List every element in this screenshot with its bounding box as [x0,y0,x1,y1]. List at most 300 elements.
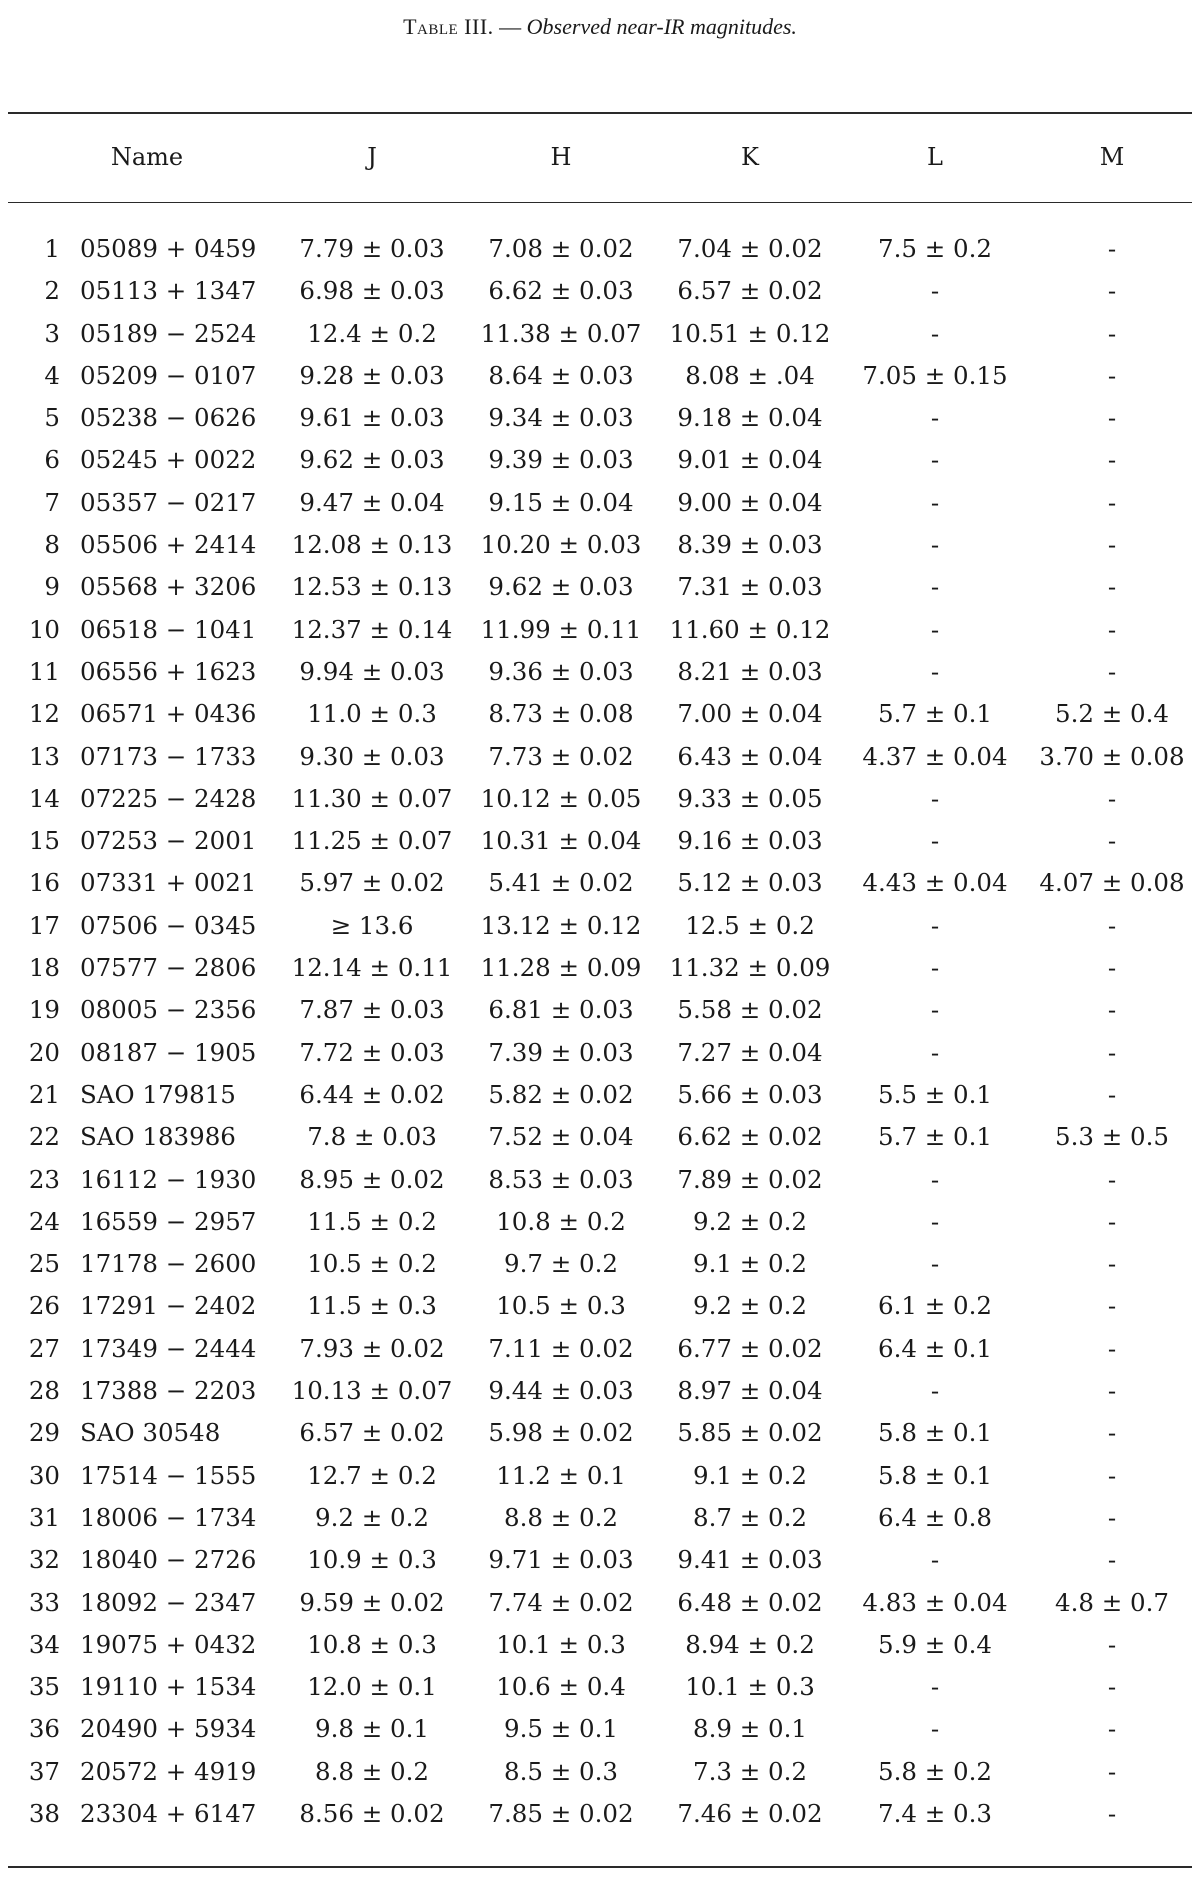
cell-l: - [930,1037,940,1067]
row-number: 16 [28,868,60,898]
cell-k: 5.66 ± 0.03 [677,1079,823,1109]
cell-k: 7.27 ± 0.04 [677,1037,823,1067]
cell-l: - [930,826,940,856]
table-row [0,1163,1200,1205]
cell-j: 7.72 ± 0.03 [299,1037,445,1067]
row-number: 34 [28,1629,60,1659]
row-name: 06518 − 1041 [80,614,257,644]
cell-k: 7.31 ± 0.03 [677,572,823,602]
cell-k: 8.21 ± 0.03 [677,656,823,686]
cell-j: 9.2 ± 0.2 [314,1502,430,1532]
cell-k: 8.9 ± 0.1 [692,1714,808,1744]
cell-l: - [930,910,940,940]
cell-m: - [1107,403,1117,433]
cell-j: 10.8 ± 0.3 [307,1629,437,1659]
cell-m: - [1107,1672,1117,1702]
row-name: 19075 + 0432 [80,1629,257,1659]
cell-h: 10.5 ± 0.3 [496,1291,626,1321]
cell-j: 9.61 ± 0.03 [299,403,445,433]
cell-l: 5.8 ± 0.2 [877,1756,993,1786]
cell-m: - [1107,614,1117,644]
row-name: 08005 − 2356 [80,995,257,1025]
cell-j: 12.08 ± 0.13 [291,530,453,560]
cell-h: 10.1 ± 0.3 [496,1629,626,1659]
row-name: 07331 + 0021 [80,868,257,898]
table-row [0,993,1200,1035]
cell-m: - [1107,995,1117,1025]
cell-k: 6.48 ± 0.02 [677,1587,823,1617]
cell-h: 9.44 ± 0.03 [488,1376,634,1406]
cell-l: - [930,1164,940,1194]
row-number: 23 [28,1164,60,1194]
cell-l: 6.1 ± 0.2 [877,1291,993,1321]
cell-k: 7.3 ± 0.2 [692,1756,808,1786]
cell-m: - [1107,360,1117,390]
cell-j: 10.5 ± 0.2 [307,1249,437,1279]
row-number: 2 [44,276,60,306]
cell-m: - [1107,530,1117,560]
cell-k: 9.2 ± 0.2 [692,1206,808,1236]
cell-h: 8.5 ± 0.3 [503,1756,619,1786]
row-name: SAO 179815 [80,1079,236,1109]
row-name: 20572 + 4919 [80,1756,257,1786]
cell-l: 5.7 ± 0.1 [877,699,993,729]
cell-h: 9.7 ± 0.2 [503,1249,619,1279]
cell-j: 12.7 ± 0.2 [307,1460,437,1490]
row-name: 16112 − 1930 [80,1164,257,1194]
cell-j: 7.93 ± 0.02 [299,1333,445,1363]
cell-j: 12.14 ± 0.11 [291,953,453,983]
table-row [0,1247,1200,1289]
table-row [0,1332,1200,1374]
top-rule [8,112,1192,114]
row-number: 21 [28,1079,60,1109]
cell-l: 4.37 ± 0.04 [862,741,1008,771]
cell-h: 5.98 ± 0.02 [488,1418,634,1448]
table-row [0,1289,1200,1331]
cell-m: 5.3 ± 0.5 [1054,1122,1170,1152]
cell-m: - [1107,1376,1117,1406]
cell-h: 11.28 ± 0.09 [480,953,642,983]
row-name: 05357 − 0217 [80,487,257,517]
cell-h: 8.73 ± 0.08 [488,699,634,729]
cell-j: 7.8 ± 0.03 [307,1122,437,1152]
table-row [0,401,1200,443]
cell-l: - [930,1672,940,1702]
row-name: 06571 + 0436 [80,699,257,729]
table-row [0,866,1200,908]
cell-m: - [1107,1037,1117,1067]
cell-j: ≥ 13.6 [330,910,414,940]
header-m: M [1099,143,1125,171]
row-name: 16559 − 2957 [80,1206,257,1236]
cell-m: - [1107,1798,1117,1828]
cell-k: 6.43 ± 0.04 [677,741,823,771]
cell-j: 8.95 ± 0.02 [299,1164,445,1194]
table-row [0,824,1200,866]
cell-k: 6.77 ± 0.02 [677,1333,823,1363]
row-number: 25 [28,1249,60,1279]
cell-m: - [1107,1164,1117,1194]
row-name: 17178 − 2600 [80,1249,257,1279]
row-number: 14 [28,783,60,813]
cell-k: 8.39 ± 0.03 [677,530,823,560]
row-number: 5 [44,403,60,433]
row-name: 18040 − 2726 [80,1545,257,1575]
table-row [0,782,1200,824]
cell-h: 10.20 ± 0.03 [480,530,642,560]
table-body [0,232,1200,1839]
row-number: 8 [44,530,60,560]
cell-j: 12.53 ± 0.13 [291,572,453,602]
row-number: 33 [28,1587,60,1617]
cell-m: - [1107,1502,1117,1532]
cell-l: 4.43 ± 0.04 [862,868,1008,898]
cell-k: 7.89 ± 0.02 [677,1164,823,1194]
cell-k: 9.01 ± 0.04 [677,445,823,475]
cell-h: 5.82 ± 0.02 [488,1079,634,1109]
cell-j: 6.57 ± 0.02 [299,1418,445,1448]
cell-k: 6.62 ± 0.02 [677,1122,823,1152]
row-name: 19110 + 1534 [80,1672,257,1702]
cell-k: 10.1 ± 0.3 [685,1672,815,1702]
cell-k: 5.85 ± 0.02 [677,1418,823,1448]
header-h: H [550,143,572,171]
table-title: Observed near-IR magnitudes. [526,14,797,39]
cell-h: 10.31 ± 0.04 [480,826,642,856]
table-row [0,1670,1200,1712]
row-number: 4 [44,360,60,390]
row-number: 12 [28,699,60,729]
table-row [0,1078,1200,1120]
row-number: 24 [28,1206,60,1236]
cell-k: 7.46 ± 0.02 [677,1798,823,1828]
cell-j: 11.25 ± 0.07 [291,826,453,856]
row-number: 15 [28,826,60,856]
cell-j: 10.9 ± 0.3 [307,1545,437,1575]
cell-l: - [930,614,940,644]
cell-j: 9.59 ± 0.02 [299,1587,445,1617]
row-number: 11 [28,656,60,686]
table-row [0,443,1200,485]
cell-m: - [1107,276,1117,306]
bottom-rule [8,1866,1192,1868]
cell-j: 11.30 ± 0.07 [291,783,453,813]
cell-h: 7.39 ± 0.03 [488,1037,634,1067]
cell-k: 9.33 ± 0.05 [677,783,823,813]
cell-l: 7.05 ± 0.15 [862,360,1008,390]
cell-j: 7.79 ± 0.03 [299,234,445,263]
cell-l: - [930,276,940,306]
cell-k: 8.97 ± 0.04 [677,1376,823,1406]
cell-j: 6.98 ± 0.03 [299,276,445,306]
row-name: 17291 − 2402 [80,1291,257,1321]
cell-h: 6.81 ± 0.03 [488,995,634,1025]
cell-h: 10.6 ± 0.4 [496,1672,626,1702]
cell-k: 11.32 ± 0.09 [669,953,831,983]
cell-h: 11.99 ± 0.11 [480,614,642,644]
cell-k: 6.57 ± 0.02 [677,276,823,306]
cell-l: - [930,1376,940,1406]
cell-h: 8.8 ± 0.2 [503,1502,619,1532]
table-row [0,613,1200,655]
row-name: 07225 − 2428 [80,783,257,813]
cell-h: 9.62 ± 0.03 [488,572,634,602]
cell-k: 11.60 ± 0.12 [669,614,831,644]
cell-l: - [930,1714,940,1744]
row-number: 10 [28,614,60,644]
cell-h: 5.41 ± 0.02 [488,868,634,898]
table-row [0,1416,1200,1458]
table-row [0,1374,1200,1416]
header-k: K [741,143,759,171]
cell-j: 11.0 ± 0.3 [307,699,437,729]
row-name: SAO 183986 [80,1122,236,1152]
cell-m: - [1107,783,1117,813]
table-row [0,232,1200,274]
row-name: 18092 − 2347 [80,1587,257,1617]
cell-l: - [930,445,940,475]
row-name: 17349 − 2444 [80,1333,257,1363]
cell-k: 7.00 ± 0.04 [677,699,823,729]
row-name: 17514 − 1555 [80,1460,257,1490]
cell-h: 8.64 ± 0.03 [488,360,634,390]
cell-m: - [1107,910,1117,940]
table-row [0,655,1200,697]
cell-l: - [930,995,940,1025]
row-number: 27 [28,1333,60,1363]
cell-j: 9.28 ± 0.03 [299,360,445,390]
row-number: 30 [28,1460,60,1490]
cell-h: 13.12 ± 0.12 [480,910,642,940]
cell-h: 9.5 ± 0.1 [503,1714,619,1744]
row-name: 07506 − 0345 [80,910,257,940]
cell-j: 11.5 ± 0.2 [307,1206,437,1236]
cell-m: 4.8 ± 0.7 [1054,1587,1170,1617]
cell-h: 7.52 ± 0.04 [488,1122,634,1152]
table-row [0,1755,1200,1797]
cell-m: - [1107,1545,1117,1575]
table-row [0,1712,1200,1754]
cell-k: 9.1 ± 0.2 [692,1249,808,1279]
cell-l: 6.4 ± 0.1 [877,1333,993,1363]
cell-l: - [930,953,940,983]
cell-k: 10.51 ± 0.12 [669,318,831,348]
cell-j: 9.8 ± 0.1 [314,1714,430,1744]
cell-h: 9.71 ± 0.03 [488,1545,634,1575]
table-row [0,486,1200,528]
row-name: 07577 − 2806 [80,953,257,983]
cell-h: 9.34 ± 0.03 [488,403,634,433]
cell-j: 10.13 ± 0.07 [291,1376,453,1406]
row-number: 7 [44,487,60,517]
row-number: 9 [44,572,60,602]
row-name: 05245 + 0022 [80,445,257,475]
row-number: 37 [28,1756,60,1786]
cell-h: 7.08 ± 0.02 [488,234,634,263]
row-name: 05568 + 3206 [80,572,257,602]
table-row [0,697,1200,739]
cell-l: - [930,656,940,686]
cell-l: 5.9 ± 0.4 [877,1629,993,1659]
cell-k: 9.2 ± 0.2 [692,1291,808,1321]
row-number: 13 [28,741,60,771]
cell-h: 7.11 ± 0.02 [488,1333,634,1363]
cell-m: - [1107,1629,1117,1659]
row-number: 17 [28,910,60,940]
cell-h: 10.12 ± 0.05 [480,783,642,813]
cell-k: 9.18 ± 0.04 [677,403,823,433]
table-row [0,528,1200,570]
cell-h: 7.85 ± 0.02 [488,1798,634,1828]
cell-j: 7.87 ± 0.03 [299,995,445,1025]
row-number: 19 [28,995,60,1025]
table-row [0,1797,1200,1839]
cell-m: - [1107,487,1117,517]
row-number: 22 [28,1122,60,1152]
row-name: 23304 + 6147 [80,1798,257,1828]
cell-h: 11.2 ± 0.1 [496,1460,626,1490]
table-row [0,1543,1200,1585]
cell-m: - [1107,1291,1117,1321]
row-name: 05113 + 1347 [80,276,257,306]
row-number: 36 [28,1714,60,1744]
row-name: 05209 − 0107 [80,360,257,390]
cell-m: - [1107,1249,1117,1279]
cell-j: 9.62 ± 0.03 [299,445,445,475]
cell-m: - [1107,1756,1117,1786]
table-label: Table III. [403,14,494,39]
table-row [0,317,1200,359]
cell-k: 7.04 ± 0.02 [677,234,823,263]
table-row [0,1036,1200,1078]
header-name: Name [110,143,184,171]
cell-h: 9.39 ± 0.03 [488,445,634,475]
cell-l: - [930,783,940,813]
cell-m: - [1107,1714,1117,1744]
table-row [0,740,1200,782]
cell-j: 5.97 ± 0.02 [299,868,445,898]
cell-h: 9.15 ± 0.04 [488,487,634,517]
cell-l: 7.5 ± 0.2 [877,234,993,263]
cell-k: 5.58 ± 0.02 [677,995,823,1025]
row-name: 05506 + 2414 [80,530,257,560]
row-name: 05089 + 0459 [80,234,257,263]
cell-j: 12.37 ± 0.14 [291,614,453,644]
cell-k: 8.7 ± 0.2 [692,1502,808,1532]
row-name: 17388 − 2203 [80,1376,257,1406]
cell-l: 5.8 ± 0.1 [877,1460,993,1490]
cell-h: 11.38 ± 0.07 [480,318,642,348]
table-row [0,359,1200,401]
row-number: 29 [28,1418,60,1448]
cell-m: - [1107,1206,1117,1236]
cell-k: 9.1 ± 0.2 [692,1460,808,1490]
row-number: 31 [28,1502,60,1532]
row-number: 32 [28,1545,60,1575]
cell-l: 5.8 ± 0.1 [877,1418,993,1448]
cell-l: 5.5 ± 0.1 [877,1079,993,1109]
row-number: 38 [28,1798,60,1828]
row-name: 06556 + 1623 [80,656,257,686]
cell-h: 8.53 ± 0.03 [488,1164,634,1194]
cell-l: - [930,487,940,517]
cell-m: - [1107,318,1117,348]
cell-h: 10.8 ± 0.2 [496,1206,626,1236]
cell-l: - [930,572,940,602]
row-number: 28 [28,1376,60,1406]
table-row [0,570,1200,612]
cell-k: 5.12 ± 0.03 [677,868,823,898]
cell-k: 8.94 ± 0.2 [685,1629,815,1659]
table-row [0,274,1200,316]
row-number: 20 [28,1037,60,1067]
cell-k: 9.16 ± 0.03 [677,826,823,856]
cell-m: - [1107,1418,1117,1448]
cell-m: - [1107,656,1117,686]
cell-j: 11.5 ± 0.3 [307,1291,437,1321]
header-rule [8,202,1192,203]
row-number: 18 [28,953,60,983]
cell-m: - [1107,1079,1117,1109]
cell-m: - [1107,445,1117,475]
cell-l: 6.4 ± 0.8 [877,1502,993,1532]
cell-j: 8.8 ± 0.2 [314,1756,430,1786]
cell-m: - [1107,1460,1117,1490]
table-row [0,951,1200,993]
cell-h: 7.74 ± 0.02 [488,1587,634,1617]
row-name: 20490 + 5934 [80,1714,257,1744]
row-number: 6 [44,445,60,475]
table-row [0,1501,1200,1543]
cell-l: - [930,403,940,433]
cell-m: 5.2 ± 0.4 [1054,699,1170,729]
cell-j: 8.56 ± 0.02 [299,1798,445,1828]
row-name: 05238 − 0626 [80,403,257,433]
cell-j: 12.0 ± 0.1 [307,1672,437,1702]
cell-k: 9.00 ± 0.04 [677,487,823,517]
cell-l: - [930,530,940,560]
row-name: SAO 30548 [80,1418,221,1448]
cell-j: 9.30 ± 0.03 [299,741,445,771]
cell-m: 3.70 ± 0.08 [1039,741,1185,771]
cell-m: - [1107,234,1117,263]
row-name: 18006 − 1734 [80,1502,257,1532]
table-row [0,1586,1200,1628]
cell-h: 9.36 ± 0.03 [488,656,634,686]
cell-m: 4.07 ± 0.08 [1039,868,1185,898]
cell-k: 8.08 ± .04 [685,360,815,390]
cell-j: 9.47 ± 0.04 [299,487,445,517]
cell-l: 5.7 ± 0.1 [877,1122,993,1152]
cell-l: - [930,1249,940,1279]
table-header [0,143,1200,177]
table-row [0,909,1200,951]
row-number: 35 [28,1672,60,1702]
header-j: J [367,143,377,171]
cell-l: - [930,318,940,348]
cell-m: - [1107,1333,1117,1363]
cell-j: 12.4 ± 0.2 [307,318,437,348]
cell-l: 7.4 ± 0.3 [877,1798,993,1828]
row-name: 05189 − 2524 [80,318,257,348]
table-row [0,1628,1200,1670]
row-number: 3 [44,318,60,348]
cell-h: 6.62 ± 0.03 [488,276,634,306]
cell-l: - [930,1206,940,1236]
header-l: L [927,143,943,171]
cell-j: 9.94 ± 0.03 [299,656,445,686]
